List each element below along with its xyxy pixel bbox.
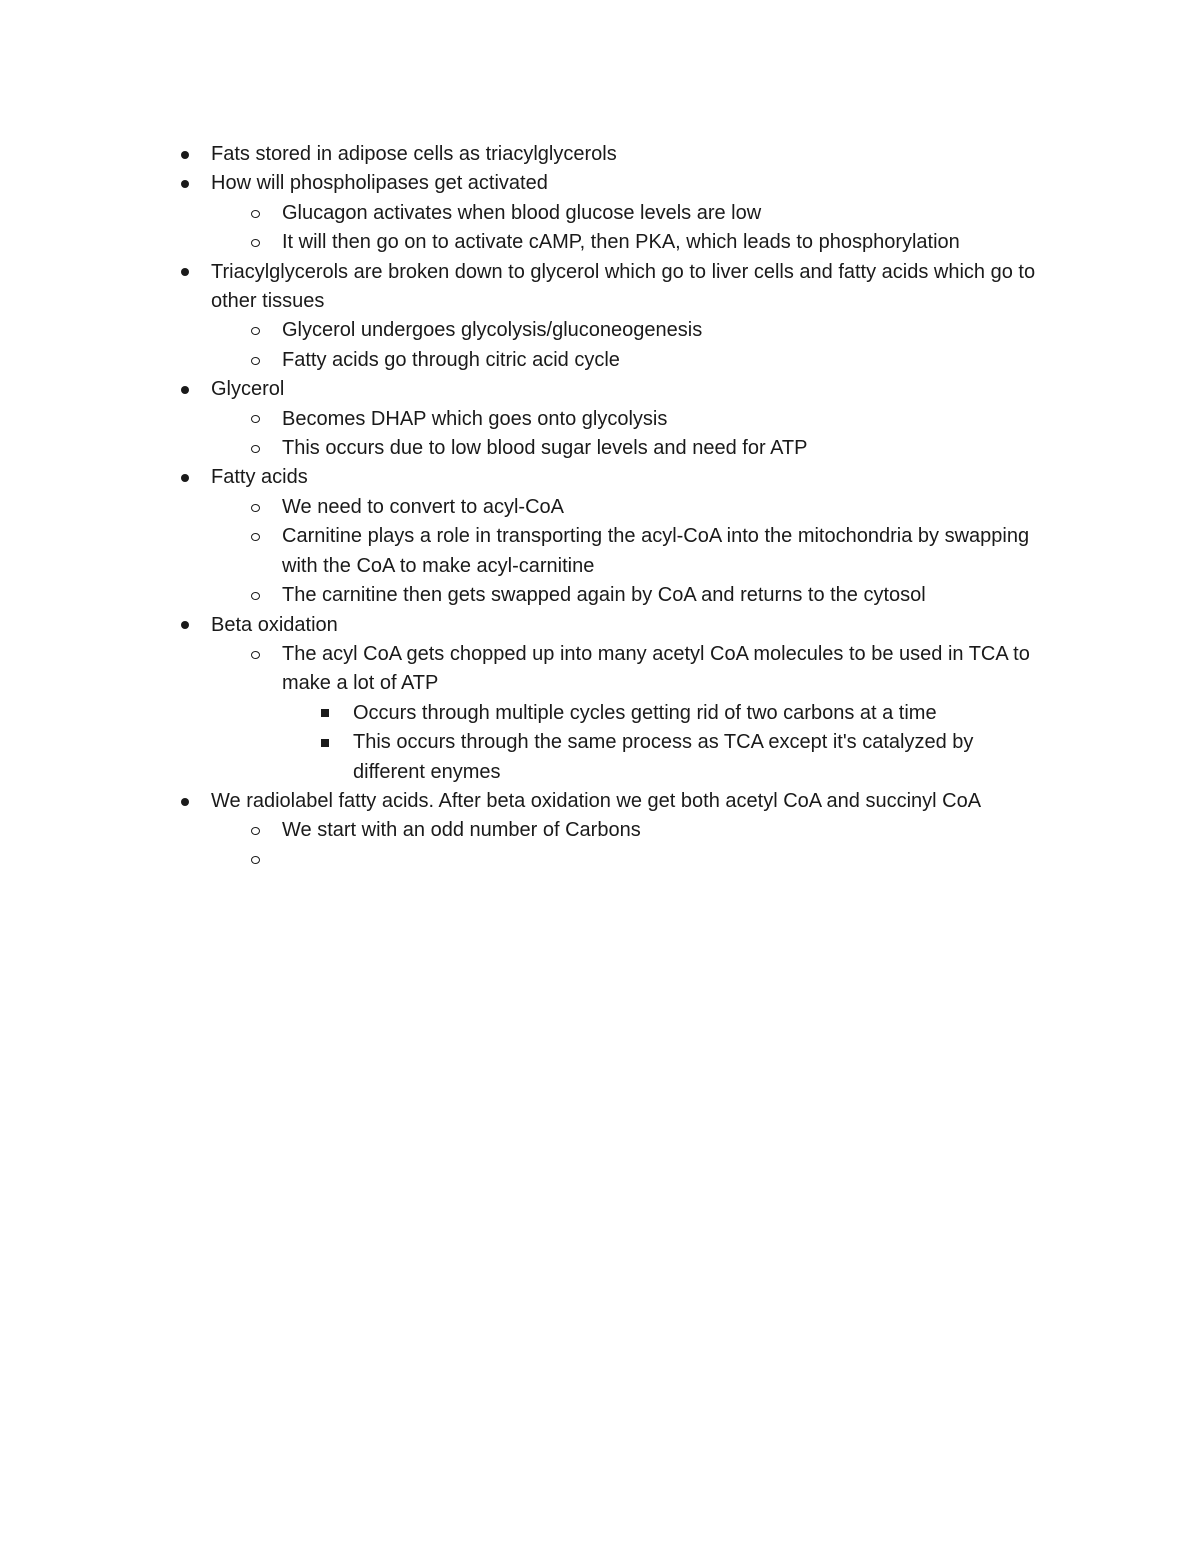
list-item <box>0 699 1043 728</box>
list-item <box>0 405 1042 434</box>
hollow-circle-bullet-icon <box>248 346 262 375</box>
list-item-text: Triacylglycerols are broken down to glycerol which go to liver cells and fatty acids which go to other tissues <box>211 260 1036 313</box>
list-item <box>0 522 1042 581</box>
list-item-text: It will then go on to activate cAMP, then PKA, which leads to phosphorylation <box>282 231 960 254</box>
list-item-text: This occurs through the same process as TCA except it's catalyzed by different enymes <box>353 731 974 783</box>
filled-disc-bullet-icon <box>178 169 192 198</box>
filled-disc-bullet-icon <box>178 140 192 169</box>
list-item-text: This occurs due to low blood sugar levels and need for ATP <box>282 437 808 460</box>
list-item-text: Glycerol undergoes glycolysis/gluconeogenesis <box>282 319 703 342</box>
list-item <box>0 493 1042 522</box>
list-item <box>0 463 1061 492</box>
list-item-text: Becomes DHAP which goes onto glycolysis <box>282 407 668 430</box>
list-item-text: Beta oxidation <box>211 613 338 636</box>
hollow-circle-bullet-icon <box>248 640 262 669</box>
list-item <box>0 787 1061 816</box>
list-item <box>0 140 1061 169</box>
filled-disc-bullet-icon <box>178 463 192 492</box>
list-item <box>0 846 1042 875</box>
list-item-text: We need to convert to acyl-CoA <box>282 495 564 518</box>
list-item-text: How will phospholipases get activated <box>211 172 548 195</box>
list-item-text: The carnitine then gets swapped again by CoA and returns to the cytosol <box>282 584 926 607</box>
list-item-text <box>282 846 1042 875</box>
list-item-text: Fatty acids <box>211 466 308 489</box>
list-item-text: Carnitine plays a role in transporting the acyl-CoA into the mitochondria by swapping with the CoA to make acyl-carnitine <box>282 525 1030 577</box>
list-item <box>0 581 1042 610</box>
hollow-circle-bullet-icon <box>248 316 262 345</box>
list-item <box>0 228 1042 257</box>
hollow-circle-bullet-icon <box>248 493 262 522</box>
list-item-text: Fatty acids go through citric acid cycle <box>282 348 620 371</box>
list-item-text: We start with an odd number of Carbons <box>282 819 641 842</box>
hollow-circle-bullet-icon <box>248 199 262 228</box>
list-item-text: Glucagon activates when blood glucose levels are low <box>282 201 762 224</box>
filled-square-bullet-icon <box>318 699 332 728</box>
hollow-circle-bullet-icon <box>248 434 262 463</box>
list-item <box>0 375 1061 404</box>
filled-disc-bullet-icon <box>178 611 192 640</box>
list-item <box>0 611 1061 640</box>
bulleted-notes-list <box>0 140 1200 875</box>
list-item <box>0 169 1061 198</box>
list-item-text: We radiolabel fatty acids. After beta oxidation we get both acetyl CoA and succinyl CoA <box>211 789 982 812</box>
hollow-circle-bullet-icon <box>248 228 262 257</box>
hollow-circle-bullet-icon <box>248 405 262 434</box>
list-item <box>0 728 1043 787</box>
hollow-circle-bullet-icon <box>248 816 262 845</box>
hollow-circle-bullet-icon <box>248 522 262 551</box>
list-item <box>0 199 1042 228</box>
list-item <box>0 816 1042 845</box>
list-item <box>0 316 1042 345</box>
list-item <box>0 346 1042 375</box>
list-item <box>0 258 1061 317</box>
list-item-text: Fats stored in adipose cells as triacylglycerols <box>211 143 617 165</box>
list-item <box>0 640 1042 699</box>
filled-disc-bullet-icon <box>178 258 192 287</box>
hollow-circle-bullet-icon <box>248 846 262 875</box>
list-item-text: The acyl CoA gets chopped up into many acetyl CoA molecules to be used in TCA to make a lot of ATP <box>282 642 1030 695</box>
hollow-circle-bullet-icon <box>248 581 262 610</box>
list-item-text: Glycerol <box>211 378 285 401</box>
filled-square-bullet-icon <box>318 728 332 757</box>
filled-disc-bullet-icon <box>178 787 192 816</box>
filled-disc-bullet-icon <box>178 375 192 404</box>
list-item-text: Occurs through multiple cycles getting rid of two carbons at a time <box>353 701 937 724</box>
list-item <box>0 434 1042 463</box>
